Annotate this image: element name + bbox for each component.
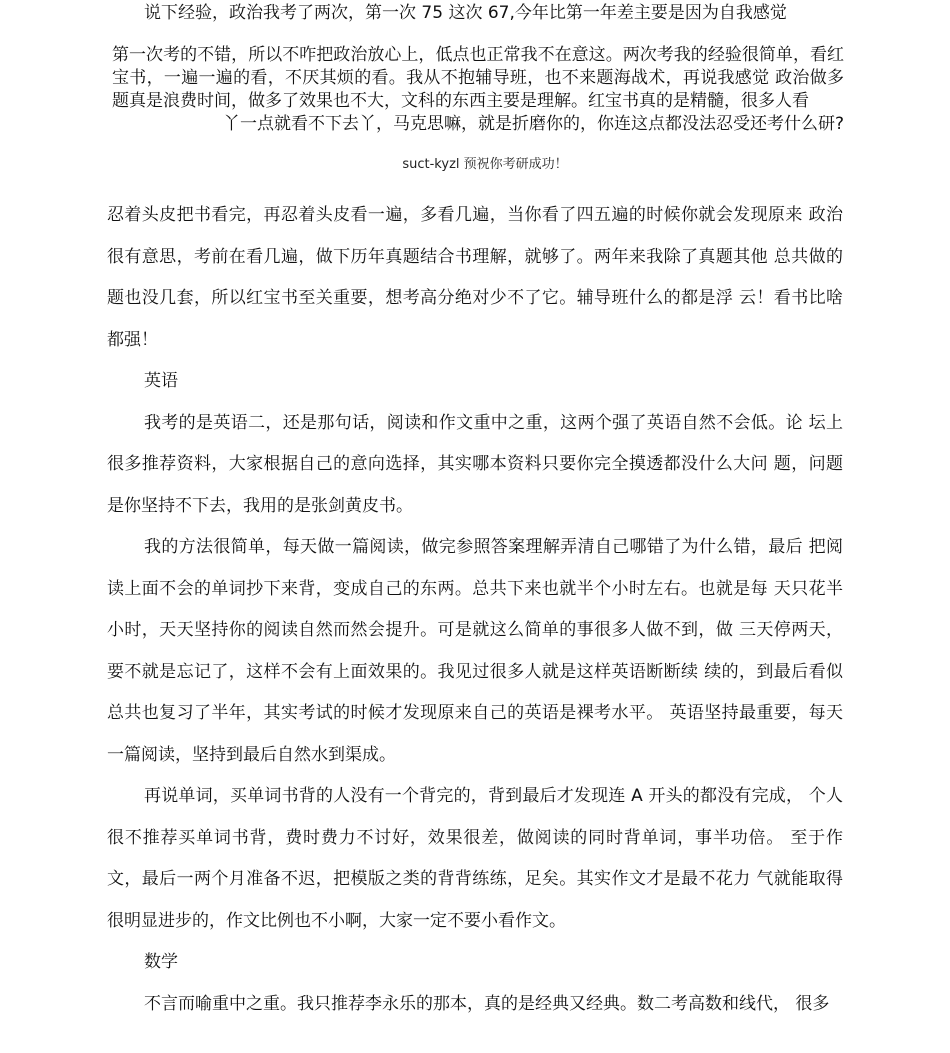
- intro-block-text: 第一次考的不错，所以不咋把政治放心上，低点也正常我不在意这。两次考我的经验很简单，看红宝书，一遍一遍的看，不厌其烦的看。我从不抱辅导班，也不来题海战术，再说我感觉 政治做多题真是浪费时间，做多了效果也不大，文科的东西主要是理解。红宝书真的是精髓，很多人看: [112, 45, 844, 111]
- intro-line: 说下经验，政治我考了两次，第一次 75 这次 67,今年比第一年差主要是因为自我感觉: [144, 3, 787, 23]
- watermark-text: suct-kyzl 预祝你考研成功！: [402, 157, 568, 172]
- intro-block: [112, 44, 844, 136]
- body-text: [107, 195, 843, 1025]
- paragraph-english-2: 我的方法很简单，每天做一篇阅读，做完参照答案理解弄清自己哪错了为什么错，最后 把阅读上面不会的单词抄下来背，变成自己的东两。总共下来也就半个小时左右。也就是每 天只花半小时，天天坚持你的阅读自然而然会提升。可是就这么简单的事很多人做不到，做 三天停两天，要不就是忘记了，这样不会有上面效果的。我见过很多人就是这样英语断断续 续的，到最后看似总共也复习了半年，其实考试的时候才发现原来自己的英语是裸考水平。 英语坚持最重要，每天一篇阅读，坚持到最后自然水到渠成。: [107, 537, 843, 765]
- paragraph-politics-cont: 忍着头皮把书看完，再忍着头皮看一遍，多看几遍，当你看了四五遍的时候你就会发现原来 政治很有意思，考前在看几遍，做下历年真题结合书理解，就够了。两年来我除了真题其他 总共做的题也没几套，所以红宝书至关重要，想考高分绝对少不了它。辅导班什么的都是浮 云！看书比啥都强！: [107, 205, 843, 350]
- paragraph-english-1: 我考的是英语二，还是那句话，阅读和作文重中之重，这两个强了英语自然不会低。论 坛上很多推荐资料，大家根据自己的意向选择，其实哪本资料只要你完全摸透都没什么大问 题，问题是你坚持不下去，我用的是张剑黄皮书。: [107, 412, 843, 516]
- section-heading-math: 数学: [144, 952, 178, 972]
- intro-block-last-line: 丫一点就看不下去丫，马克思嘛，就是折磨你的，你连这点都没法忍受还考什么研?: [222, 114, 844, 134]
- paragraph-english-3: 再说单词，买单词书背的人没有一个背完的，背到最后才发现连 A 开头的都没有完成， 个人很不推荐买单词书背，费时费力不讨好，效果很差，做阅读的同时背单词，事半功倍。 至于作文，最后一两个月准备不迟，把模版之类的背背练练，足矣。其实作文才是最不花力 气就能取得很明显进步的，作文比例也不小啊，大家一定不要小看作文。: [107, 786, 843, 931]
- section-heading-english: 英语: [144, 371, 178, 391]
- paragraph-math-1: 不言而喻重中之重。我只推荐李永乐的那本，真的是经典又经典。数二考高数和线代， 很多: [144, 993, 830, 1014]
